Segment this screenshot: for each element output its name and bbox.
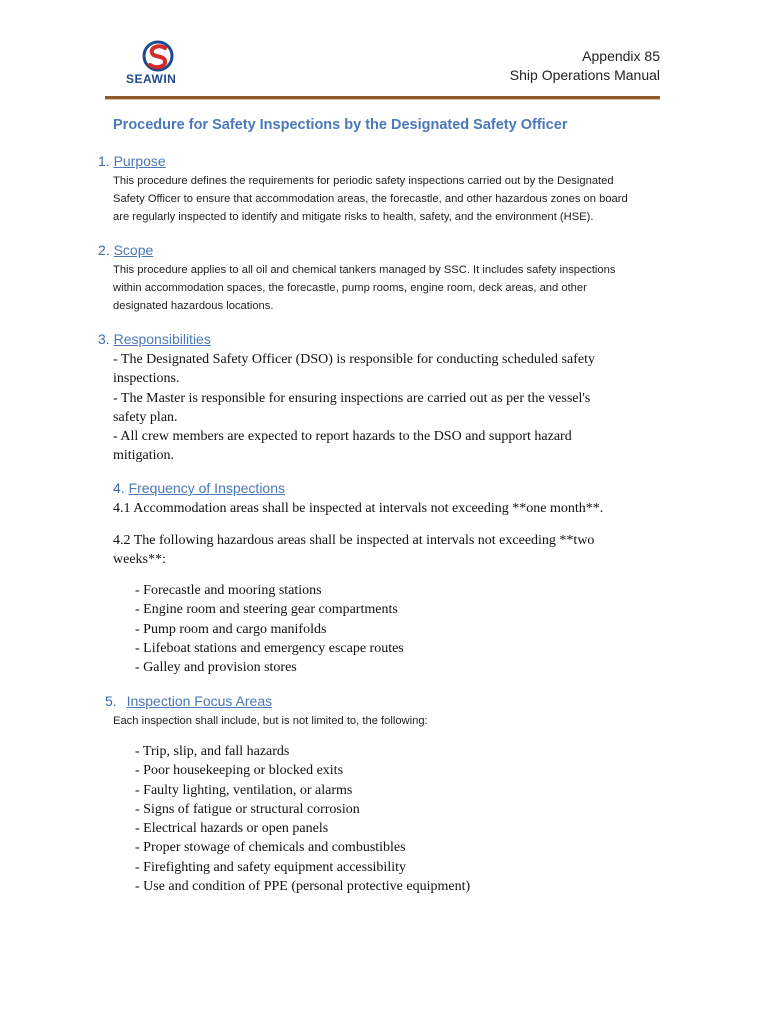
section-heading-responsibilities [98, 331, 211, 347]
section-label: Purpose [113, 153, 166, 169]
list-item: - Lifeboat stations and emergency escape routes [135, 640, 404, 656]
list-item: - Proper stowage of chemicals and combustibles [135, 840, 406, 856]
text-line: This procedure defines the requirements for periodic safety inspections carried out by the Designated [113, 175, 614, 187]
list-item: - Forecastle and mooring stations [135, 583, 322, 598]
section-heading-frequency [113, 480, 285, 496]
list-item: - Pump room and cargo manifolds [135, 621, 327, 637]
list-item: - Faulty lighting, ventilation, or alarms [135, 782, 353, 798]
text-line: within accommodation spaces, the forecastle, pump rooms, engine room, deck areas, and other [113, 282, 587, 294]
section-heading-focus-areas [105, 693, 272, 709]
text-line: - The Master is responsible for ensuring inspections are carried out as per the vessel's [113, 390, 591, 406]
purpose-paragraph [113, 172, 653, 226]
text-line: designated hazardous locations. [113, 300, 274, 312]
scope-paragraph [113, 261, 653, 315]
section-label: Responsibilities [113, 331, 211, 347]
focus-areas-list [135, 742, 470, 896]
logo-text: SEAWIN [126, 72, 177, 86]
text-line: This procedure applies to all oil and chemical tankers managed by SSC. It includes safety inspections [113, 264, 616, 276]
list-item: - Engine room and steering gear compartments [135, 602, 398, 618]
section-label: Scope [113, 242, 154, 258]
appendix-label: Appendix 85 [582, 48, 660, 64]
section-label: Inspection Focus Areas [126, 693, 273, 709]
section-number: 5. [105, 693, 117, 709]
section-heading-purpose [98, 153, 166, 169]
frequency-4-1: 4.1 Accommodation areas shall be inspected at intervals not exceeding **one month**. [113, 501, 604, 516]
section-number: 3. [98, 331, 110, 347]
section-number: 4. [113, 480, 125, 496]
list-item: - Galley and provision stores [135, 660, 297, 676]
section-heading-scope [98, 242, 153, 258]
list-item: - Electrical hazards or open panels [135, 821, 329, 837]
list-item: - Firefighting and safety equipment accessibility [135, 859, 406, 875]
list-item: - Poor housekeeping or blocked exits [135, 763, 344, 779]
document-title: Procedure for Safety Inspections by the Designated Safety Officer [113, 117, 568, 133]
text-line: are regularly inspected to identify and mitigate risks to health, safety, and the environment (HSE). [113, 211, 594, 223]
section-number: 1. [98, 153, 110, 169]
responsibilities-list [113, 350, 595, 466]
text-line: mitigation. [113, 448, 175, 464]
frequency-4-2 [113, 531, 594, 570]
header-rule-shadow [105, 99, 660, 100]
list-item: - Use and condition of PPE (personal protective equipment) [135, 879, 471, 895]
section-number: 2. [98, 242, 110, 258]
list-item: - Trip, slip, and fall hazards [135, 744, 290, 759]
text-line: weeks**: [113, 552, 166, 568]
list-item: - Signs of fatigue or structural corrosion [135, 801, 360, 817]
manual-label: Ship Operations Manual [509, 67, 660, 83]
header-info [510, 47, 660, 85]
hazardous-areas-list [135, 581, 404, 677]
text-line: - The Designated Safety Officer (DSO) is responsible for conducting scheduled safety [113, 352, 595, 367]
text-line: safety plan. [113, 409, 178, 425]
text-line: - All crew members are expected to report hazards to the DSO and support hazard [113, 429, 572, 445]
section-label: Frequency of Inspections [128, 480, 285, 496]
text-line: 4.2 The following hazardous areas shall be inspected at intervals not exceeding **two [113, 533, 595, 548]
text-line: Safety Officer to ensure that accommodation areas, the forecastle, and other hazardous zones on board [113, 193, 628, 205]
text-line: inspections. [113, 371, 180, 387]
focus-intro: Each inspection shall include, but is not limited to, the following: [113, 715, 428, 727]
